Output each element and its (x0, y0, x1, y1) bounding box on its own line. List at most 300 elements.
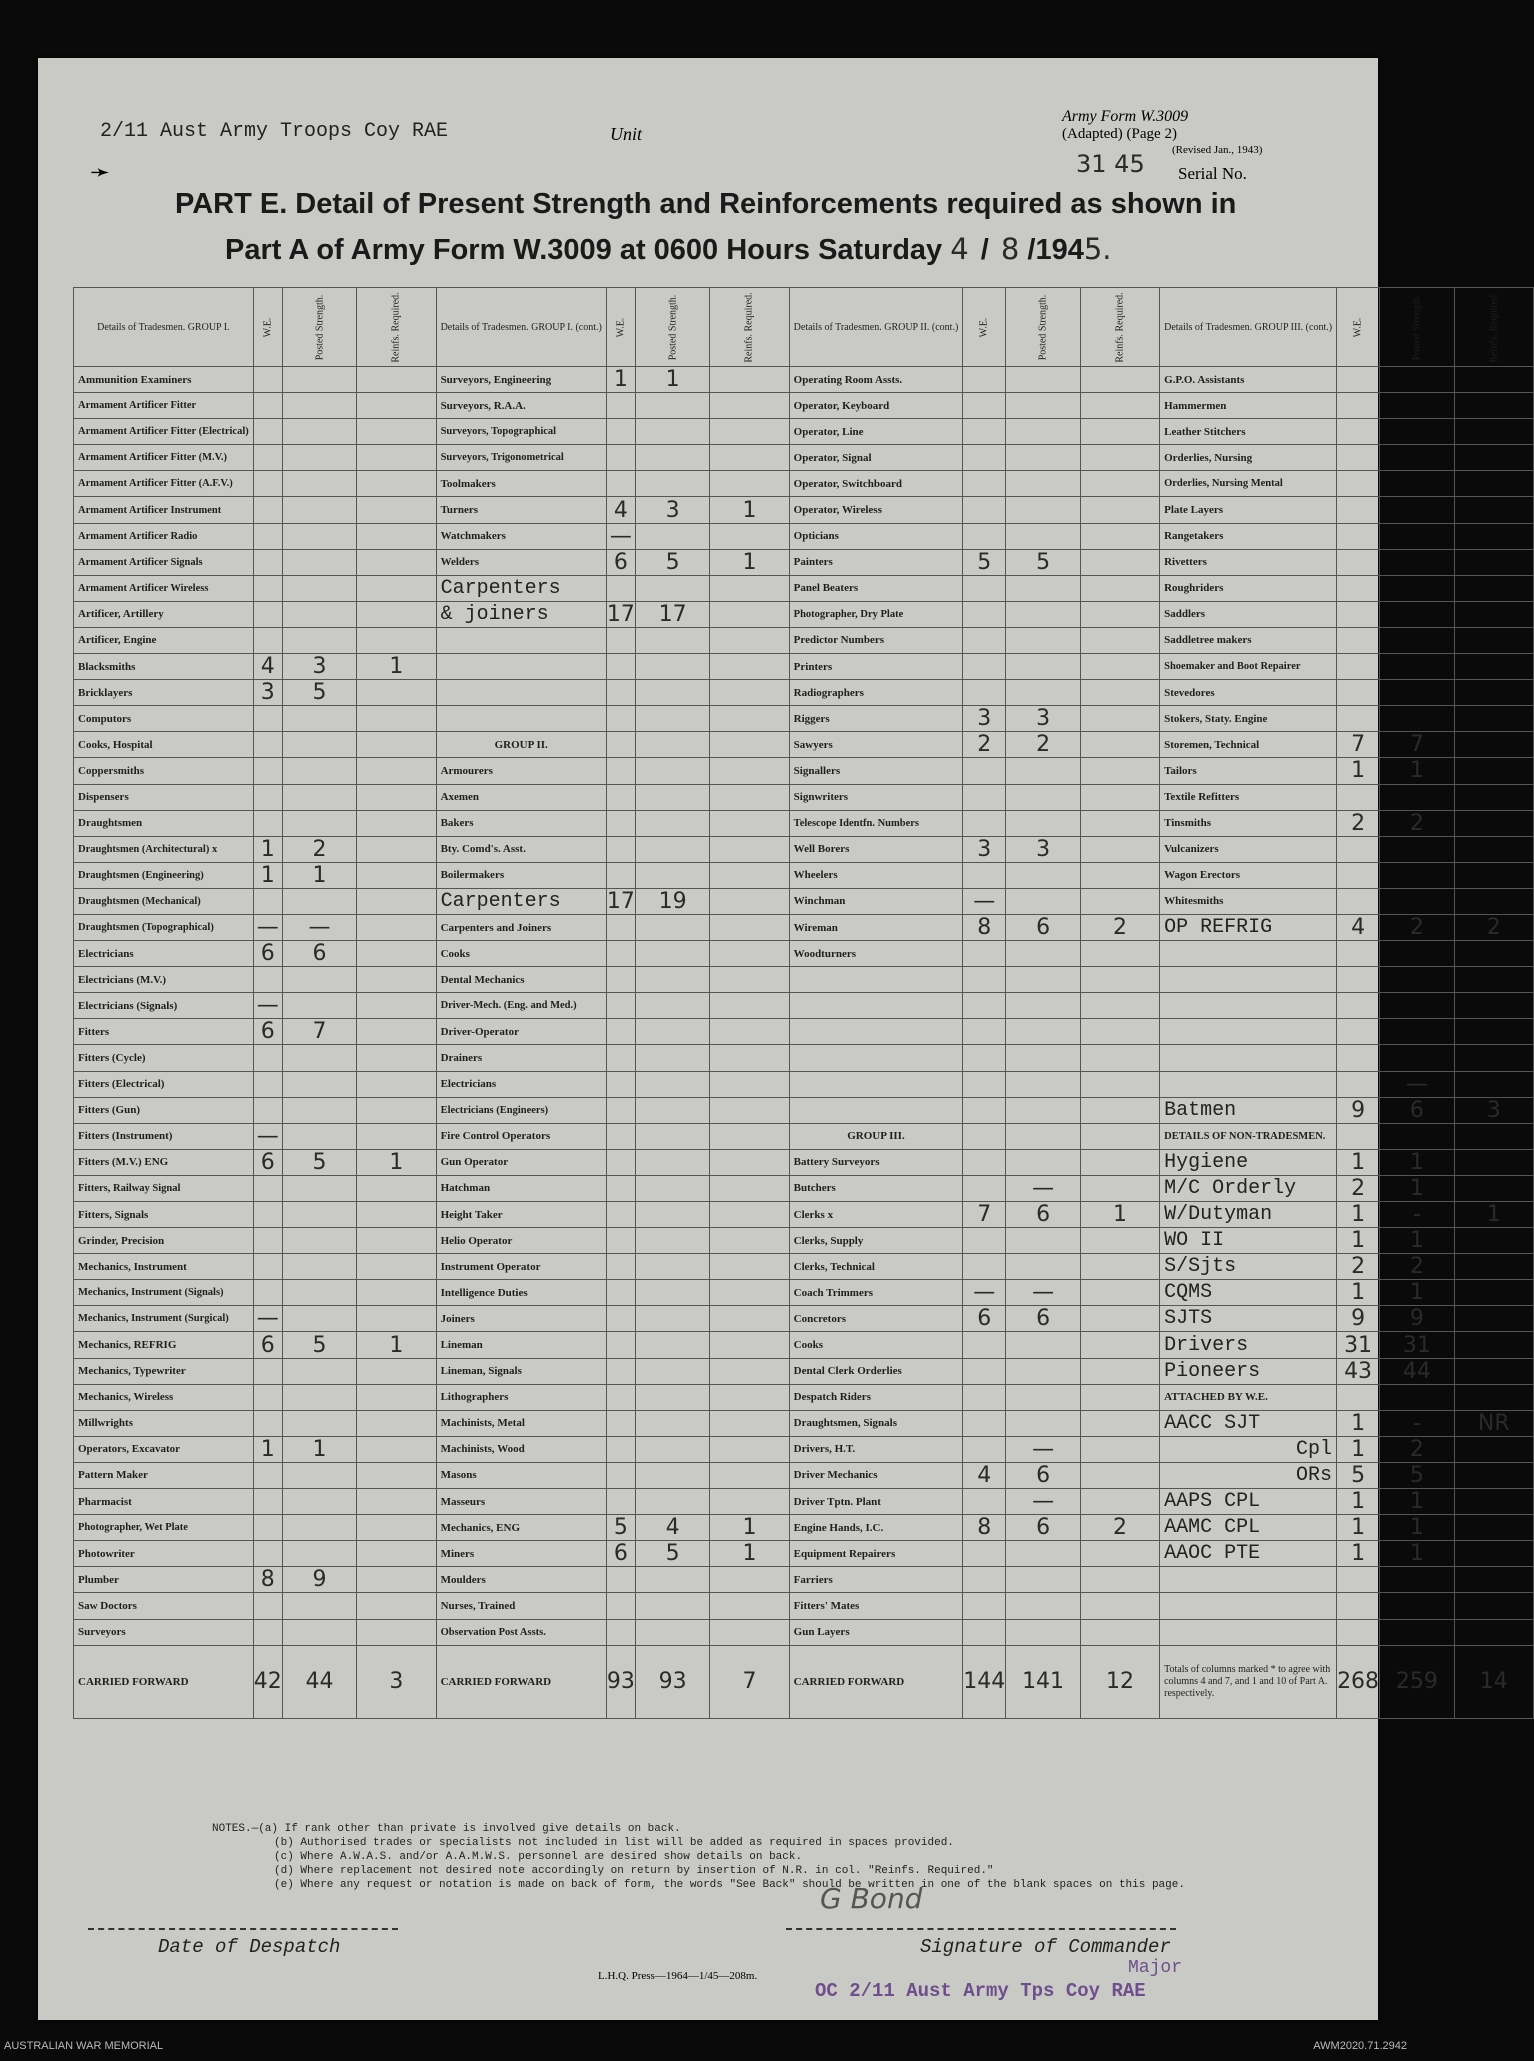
reinfs-cell (710, 1175, 789, 1201)
reinfs-cell (1454, 1384, 1533, 1410)
posted-cell (1380, 836, 1455, 862)
we-cell (606, 1071, 635, 1097)
we-cell: 1 (1337, 1436, 1380, 1462)
table-row (74, 1228, 1534, 1254)
posted-cell (282, 445, 357, 471)
posted-cell (1380, 1619, 1455, 1645)
trade-label: Operator, Signal (789, 445, 963, 471)
reinfs-cell (357, 1175, 436, 1201)
trade-label: Well Borers (789, 836, 963, 862)
reinfs-cell (1454, 1436, 1533, 1462)
reinfs-cell (1454, 784, 1533, 810)
trade-label: Driver Mechanics (789, 1462, 963, 1488)
posted-cell (635, 1358, 710, 1384)
posted-cell (635, 1384, 710, 1410)
we-cell (606, 784, 635, 810)
posted-cell: 6 (1006, 1306, 1081, 1332)
trade-label: Intelligence Duties (436, 1280, 606, 1306)
we-cell: 1 (1337, 1149, 1380, 1175)
we-cell: 7 (963, 1202, 1006, 1228)
posted-cell: 1 (1380, 1175, 1455, 1201)
we-cell (963, 1436, 1006, 1462)
reinfs-cell (1454, 1462, 1533, 1488)
posted-cell (635, 810, 710, 836)
we-cell (606, 1306, 635, 1332)
trade-label: Gun Operator (436, 1149, 606, 1175)
reinfs-cell (1454, 758, 1533, 784)
posted-cell: 7 (1380, 732, 1455, 758)
we-cell (1337, 523, 1380, 549)
form-number: Army Form W.3009 (1062, 108, 1189, 125)
posted-cell: 6 (1006, 914, 1081, 940)
we-cell: 4 (1337, 914, 1380, 940)
trade-label: Boilermakers (436, 862, 606, 888)
reinfs-cell (1080, 1071, 1159, 1097)
trade-label (436, 627, 606, 653)
we-cell: 3 (963, 836, 1006, 862)
posted-cell (1380, 575, 1455, 601)
carried-forward-row (74, 1645, 1534, 1718)
trade-label: Armament Artificer Fitter (M.V.) (74, 445, 254, 471)
trade-label: Electricians (Engineers) (436, 1097, 606, 1123)
trade-label: Armourers (436, 758, 606, 784)
trade-label: Surveyors (74, 1619, 254, 1645)
reinfs-cell (1080, 1410, 1159, 1436)
reinfs-cell (710, 419, 789, 445)
we-cell (963, 1254, 1006, 1280)
reinfs-cell (1080, 601, 1159, 627)
posted-cell (282, 1097, 357, 1123)
reinfs-cell (710, 1149, 789, 1175)
we-cell (606, 758, 635, 784)
we-cell (963, 810, 1006, 836)
trade-label (1160, 1071, 1337, 1097)
trade-label: Wheelers (789, 862, 963, 888)
we-cell (963, 1097, 1006, 1123)
posted-cell (1380, 393, 1455, 419)
we-cell: — (253, 914, 282, 940)
reinfs-cell (1454, 1254, 1533, 1280)
reinfs-cell (1080, 497, 1159, 523)
posted-cell (282, 1071, 357, 1097)
trade-label: Axemen (436, 784, 606, 810)
we-cell (606, 1462, 635, 1488)
reinfs-cell (357, 1358, 436, 1384)
posted-cell: 2 (1380, 810, 1455, 836)
posted-cell (1380, 1045, 1455, 1071)
posted-cell (635, 993, 710, 1019)
posted-cell (1006, 575, 1081, 601)
reinfs-cell (1080, 1280, 1159, 1306)
header-reinfs: Reinfs. Required. (710, 288, 789, 367)
posted-cell (1380, 706, 1455, 732)
we-cell: 4 (606, 497, 635, 523)
posted-cell (635, 680, 710, 706)
trade-label: Cooks, Hospital (74, 732, 254, 758)
posted-cell (1380, 601, 1455, 627)
trade-label (436, 706, 606, 732)
reinfs-cell (357, 471, 436, 497)
posted-cell (1006, 1254, 1081, 1280)
trade-label (1160, 1567, 1337, 1593)
trade-label: Masons (436, 1462, 606, 1488)
trade-label: Driver-Operator (436, 1019, 606, 1045)
we-cell: 6 (253, 1332, 282, 1358)
trade-label: Telescope Identfn. Numbers (789, 810, 963, 836)
posted-cell: 2 (1380, 1254, 1455, 1280)
table-row (74, 1306, 1534, 1332)
reinfs-cell (1080, 654, 1159, 680)
press-line: L.H.Q. Press—1964—1/45—208m. (598, 1970, 758, 1982)
reinfs-cell (357, 445, 436, 471)
carried-forward-label: CARRIED FORWARD (74, 1645, 254, 1718)
trade-label: DETAILS OF NON-TRADESMEN. (1160, 1123, 1337, 1149)
posted-cell (1006, 1097, 1081, 1123)
table-row (74, 471, 1534, 497)
trade-label: Roughriders (1160, 575, 1337, 601)
we-cell: 6 (606, 549, 635, 575)
trade-label: Saddlers (1160, 601, 1337, 627)
table-row (74, 1593, 1534, 1619)
we-cell (1337, 497, 1380, 523)
we-cell: — (253, 1123, 282, 1149)
table-row (74, 549, 1534, 575)
note-e: (e) Where any request or notation is made on back of form, the words "See Back" should be written in one of the blank spaces on this page. (274, 1879, 1185, 1891)
reinfs-cell (1454, 1619, 1533, 1645)
posted-cell (1380, 367, 1455, 393)
trade-label: Ammunition Examiners (74, 367, 254, 393)
posted-cell: — (1006, 1489, 1081, 1515)
trade-label: ATTACHED BY W.E. (1160, 1384, 1337, 1410)
we-cell: 8 (253, 1567, 282, 1593)
posted-cell (635, 1280, 710, 1306)
trade-label: Saddletree makers (1160, 627, 1337, 653)
reinfs-cell (1080, 1619, 1159, 1645)
we-cell (963, 1045, 1006, 1071)
we-cell (606, 1332, 635, 1358)
cf-g2c-reinfs: 12 (1080, 1645, 1159, 1718)
we-cell (1337, 993, 1380, 1019)
reinfs-cell (357, 601, 436, 627)
trade-label: Fitters' Mates (789, 1593, 963, 1619)
trade-label: Predictor Numbers (789, 627, 963, 653)
we-cell: 6 (963, 1306, 1006, 1332)
we-cell (253, 1202, 282, 1228)
we-cell (963, 758, 1006, 784)
posted-cell (282, 1384, 357, 1410)
table-row (74, 1567, 1534, 1593)
we-cell (606, 1045, 635, 1071)
posted-cell (1006, 1541, 1081, 1567)
trade-label: Electricians (Signals) (74, 993, 254, 1019)
reinfs-cell (1454, 445, 1533, 471)
posted-cell (282, 1045, 357, 1071)
header-reinfs: Reinfs. Required. (1080, 288, 1159, 367)
reinfs-cell (1080, 627, 1159, 653)
we-cell (963, 993, 1006, 1019)
posted-cell (635, 1489, 710, 1515)
we-cell: 5 (606, 1515, 635, 1541)
trade-label (789, 1045, 963, 1071)
posted-cell (1006, 654, 1081, 680)
posted-cell (1006, 1384, 1081, 1410)
credit-left: AUSTRALIAN WAR MEMORIAL (4, 2040, 164, 2052)
posted-cell: 1 (1380, 1541, 1455, 1567)
we-cell (606, 419, 635, 445)
unit-typed: 2/11 Aust Army Troops Coy RAE (100, 120, 449, 143)
trade-label: Drivers, H.T. (789, 1436, 963, 1462)
posted-cell: 31 (1380, 1332, 1455, 1358)
we-cell (963, 419, 1006, 445)
reinfs-cell: 3 (1454, 1097, 1533, 1123)
we-cell (606, 1436, 635, 1462)
trade-label: Printers (789, 654, 963, 680)
posted-cell (1380, 967, 1455, 993)
reinfs-cell (1454, 601, 1533, 627)
reinfs-cell (1454, 1567, 1533, 1593)
cf-g1c-posted: 93 (635, 1645, 710, 1718)
table-row (74, 575, 1534, 601)
we-cell (1337, 549, 1380, 575)
reinfs-cell (1454, 1306, 1533, 1332)
reinfs-cell (1454, 1541, 1533, 1567)
we-cell (253, 1045, 282, 1071)
trade-label: Wagon Erectors (1160, 862, 1337, 888)
trade-label: Concretors (789, 1306, 963, 1332)
reinfs-cell (1454, 1489, 1533, 1515)
we-cell (1337, 706, 1380, 732)
we-cell (963, 1619, 1006, 1645)
we-cell (253, 1071, 282, 1097)
trade-label: Nurses, Trained (436, 1593, 606, 1619)
we-cell (606, 627, 635, 653)
reinfs-cell (710, 967, 789, 993)
trade-label: Joiners (436, 1306, 606, 1332)
reinfs-cell (357, 1097, 436, 1123)
posted-cell (635, 862, 710, 888)
posted-cell (1006, 1619, 1081, 1645)
we-cell (1337, 1123, 1380, 1149)
we-cell (963, 393, 1006, 419)
trade-label: SJTS (1160, 1306, 1337, 1332)
table-row (74, 836, 1534, 862)
trade-label (1160, 1019, 1337, 1045)
posted-cell: 2 (1380, 914, 1455, 940)
trade-label: Sawyers (789, 732, 963, 758)
reinfs-cell: 2 (1080, 1515, 1159, 1541)
we-cell (606, 993, 635, 1019)
reinfs-cell (710, 941, 789, 967)
reinfs-cell (1080, 575, 1159, 601)
trade-label: Fitters (Cycle) (74, 1045, 254, 1071)
reinfs-cell (710, 1489, 789, 1515)
trade-label: Equipment Repairers (789, 1541, 963, 1567)
reinfs-cell: 1 (710, 1541, 789, 1567)
trade-label: Winchman (789, 888, 963, 914)
posted-cell (282, 497, 357, 523)
reinfs-cell (1454, 1123, 1533, 1149)
posted-cell: — (1006, 1175, 1081, 1201)
trade-label: Radiographers (789, 680, 963, 706)
we-cell (606, 654, 635, 680)
posted-cell (635, 1123, 710, 1149)
posted-cell (282, 810, 357, 836)
table-row (74, 706, 1534, 732)
we-cell (963, 1332, 1006, 1358)
trade-label: Cooks (789, 1332, 963, 1358)
trade-label: ORs (1160, 1462, 1337, 1488)
we-cell (606, 1228, 635, 1254)
we-cell: 5 (963, 549, 1006, 575)
reinfs-cell (1080, 1019, 1159, 1045)
posted-cell (282, 1202, 357, 1228)
trade-label: Stokers, Staty. Engine (1160, 706, 1337, 732)
trade-label: Armament Artificer Instrument (74, 497, 254, 523)
posted-cell (635, 1619, 710, 1645)
trade-label: Watchmakers (436, 523, 606, 549)
reinfs-cell (710, 758, 789, 784)
reinfs-cell (357, 967, 436, 993)
we-cell (963, 601, 1006, 627)
we-cell: — (963, 888, 1006, 914)
we-cell (1337, 941, 1380, 967)
table-row (74, 1541, 1534, 1567)
trade-label: Pattern Maker (74, 1462, 254, 1488)
we-cell (1337, 680, 1380, 706)
reinfs-cell: 1 (1454, 1202, 1533, 1228)
trade-label: AACC SJT (1160, 1410, 1337, 1436)
posted-cell (1006, 1332, 1081, 1358)
table-row (74, 1436, 1534, 1462)
trade-label: Machinists, Wood (436, 1436, 606, 1462)
we-cell (606, 810, 635, 836)
trade-label: Shoemaker and Boot Repairer (1160, 654, 1337, 680)
posted-cell (635, 419, 710, 445)
we-cell (253, 967, 282, 993)
table-row (74, 1202, 1534, 1228)
cf-g1c-we: 93 (606, 1645, 635, 1718)
posted-cell (635, 1593, 710, 1619)
trade-label (1160, 1619, 1337, 1645)
trade-label: Fitters (Electrical) (74, 1071, 254, 1097)
trade-label: Butchers (789, 1175, 963, 1201)
posted-cell (1006, 784, 1081, 810)
trade-label: Surveyors, Engineering (436, 367, 606, 393)
trade-label (1160, 967, 1337, 993)
we-cell: 6 (253, 1149, 282, 1175)
header-reinfs: Reinfs. Required. (1454, 288, 1533, 367)
trade-label: Farriers (789, 1567, 963, 1593)
table-row (74, 941, 1534, 967)
trade-label: S/Sjts (1160, 1254, 1337, 1280)
posted-cell (1006, 1149, 1081, 1175)
reinfs-cell: 2 (1080, 914, 1159, 940)
posted-cell: 5 (282, 1332, 357, 1358)
posted-cell (635, 1332, 710, 1358)
we-cell: 1 (253, 836, 282, 862)
trade-label: OP REFRIG (1160, 914, 1337, 940)
reinfs-cell (710, 706, 789, 732)
table-row (74, 654, 1534, 680)
reinfs-cell (710, 784, 789, 810)
we-cell (963, 1593, 1006, 1619)
we-cell: 17 (606, 601, 635, 627)
we-cell (963, 1541, 1006, 1567)
reinfs-cell (357, 1462, 436, 1488)
posted-cell (1006, 445, 1081, 471)
reinfs-cell (357, 1619, 436, 1645)
posted-cell: — (1006, 1436, 1081, 1462)
reinfs-cell (1080, 1567, 1159, 1593)
stamp-unit: OC 2/11 Aust Army Tps Coy RAE (815, 1980, 1146, 2002)
we-cell (606, 575, 635, 601)
reinfs-cell (357, 888, 436, 914)
cf-g1-we: 42 (253, 1645, 282, 1718)
table-row (74, 680, 1534, 706)
reinfs-cell (1454, 888, 1533, 914)
posted-cell (282, 706, 357, 732)
we-cell (253, 549, 282, 575)
we-cell (606, 1254, 635, 1280)
posted-cell (282, 393, 357, 419)
we-cell (253, 1097, 282, 1123)
reinfs-cell (357, 1071, 436, 1097)
reinfs-cell (357, 1254, 436, 1280)
reinfs-cell (1454, 1515, 1533, 1541)
reinfs-cell (710, 1593, 789, 1619)
posted-cell (635, 1228, 710, 1254)
trade-label: Lithographers (436, 1384, 606, 1410)
posted-cell (1006, 1567, 1081, 1593)
trade-label: Coppersmiths (74, 758, 254, 784)
reinfs-cell (1454, 654, 1533, 680)
reinfs-cell (357, 1228, 436, 1254)
reinfs-cell (1080, 1149, 1159, 1175)
trade-label: Bricklayers (74, 680, 254, 706)
table-row (74, 862, 1534, 888)
table-row (74, 1358, 1534, 1384)
trade-label: Turners (436, 497, 606, 523)
trade-label: AAPS CPL (1160, 1489, 1337, 1515)
reinfs-cell (1080, 941, 1159, 967)
posted-cell (1380, 888, 1455, 914)
we-cell (1337, 627, 1380, 653)
trade-label: Batmen (1160, 1097, 1337, 1123)
reinfs-cell (357, 1019, 436, 1045)
reinfs-cell (710, 654, 789, 680)
posted-cell (282, 1123, 357, 1149)
we-cell (606, 1280, 635, 1306)
we-cell (963, 471, 1006, 497)
reinfs-cell (357, 1567, 436, 1593)
table-row (74, 914, 1534, 940)
we-cell (253, 367, 282, 393)
trade-label (1160, 993, 1337, 1019)
we-cell (963, 1123, 1006, 1149)
we-cell (253, 1384, 282, 1410)
trade-label: Operator, Line (789, 419, 963, 445)
we-cell (253, 1462, 282, 1488)
posted-cell (1006, 497, 1081, 523)
reinfs-cell (1454, 1071, 1533, 1097)
reinfs-cell (1454, 419, 1533, 445)
table-row (74, 419, 1534, 445)
posted-cell (1006, 1593, 1081, 1619)
trade-label: Photographer, Wet Plate (74, 1515, 254, 1541)
reinfs-cell (710, 1097, 789, 1123)
reinfs-cell (1080, 836, 1159, 862)
reinfs-cell (1080, 1462, 1159, 1488)
